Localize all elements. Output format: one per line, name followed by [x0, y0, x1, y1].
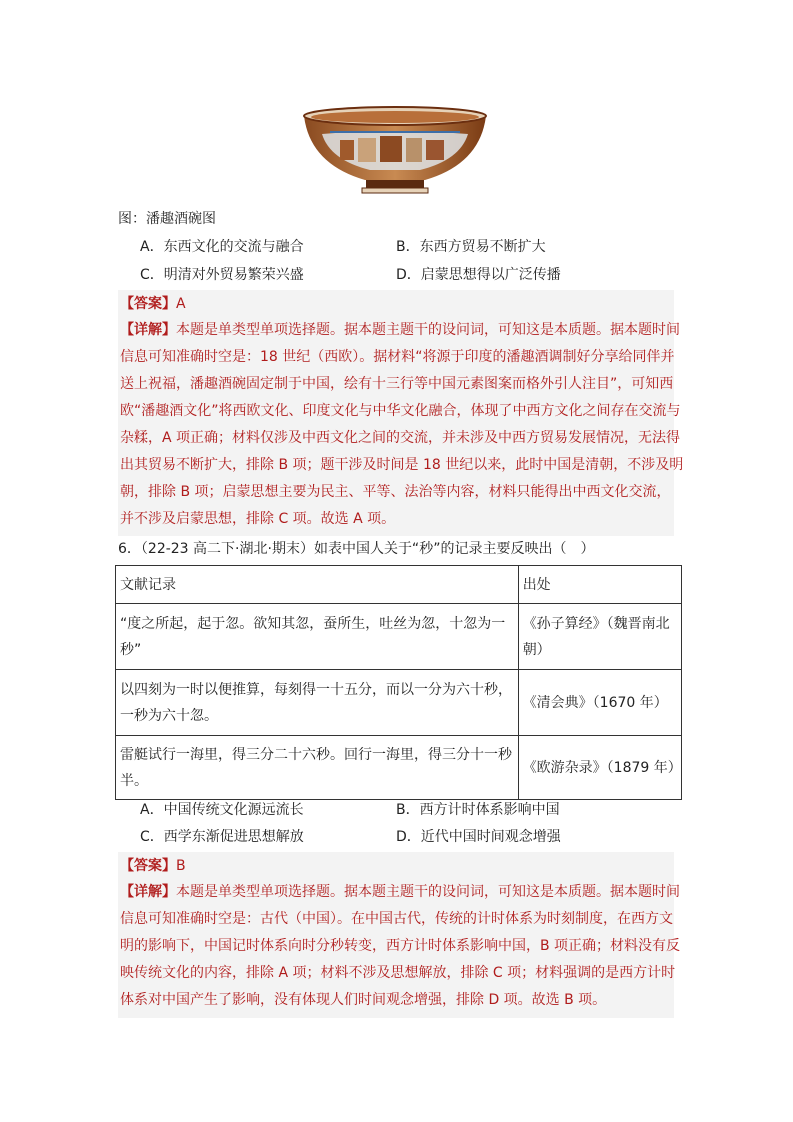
table-row	[116, 736, 682, 800]
q5-detail-line-4: 欧“潘趣酒文化”将西欧文化、印度文化与中华文化融合，体现了中西方文化之间存在交流与	[120, 403, 681, 419]
q6-detail-line-4: 映传统文化的内容，排除 A 项；材料不涉及思想解放，排除 C 项；材料强调的是西方计时	[120, 965, 676, 981]
table-header-row	[116, 566, 682, 604]
q5-detail-line-3: 送上祝福，潘趣酒碗固定制于中国，绘有十三行等中国元素图案而格外引人注目”，可知西	[120, 376, 674, 392]
row2-record: 以四刻为一时以便推算，每刻得一十五分，而以一分为六十秒， 一秒为六十忽。	[116, 670, 519, 736]
punch-bowl-image	[300, 104, 490, 196]
q6-stem: 6．（22-23 高二下·湖北·期末）如表中国人关于“秒”的记录主要反映出（ ）	[118, 541, 595, 557]
q5-answer-label: 【答案】	[120, 296, 176, 312]
q5-answer-value: A	[176, 296, 186, 312]
header-source: 出处	[518, 566, 681, 604]
q5-detail-line-7: 朝，排除 B 项；启蒙思想主要为民主、平等、法治等内容，材料只能得出中西文化交流，	[120, 484, 671, 500]
row3-source: 《欧游杂录》（1879 年）	[518, 736, 681, 800]
q5-detail-label: 【详解】	[120, 322, 176, 338]
q6-option-c: C．西学东渐促进思想解放	[140, 829, 304, 845]
q6-answer-box	[118, 852, 681, 1018]
q6-answer-line	[120, 854, 186, 878]
q6-record-table	[115, 565, 682, 800]
q5-answer-line	[120, 292, 186, 316]
q5-option-b: B．东西方贸易不断扩大	[396, 239, 546, 255]
q6-detail-label: 【详解】	[120, 884, 176, 900]
q5-option-d: D．启蒙思想得以广泛传播	[396, 267, 561, 283]
q6-detail-line-3: 明的影响下，中国记时体系向时分秒转变，西方计时体系影响中国，B 项正确；材料没有反	[120, 938, 681, 954]
row1-record: “度之所起，起于忽。欲知其忽，蚕所生，吐丝为忽，十忽为一秒”	[116, 604, 519, 670]
q5-detail-line-2: 信息可知准确时空是：18 世纪（西欧）。据材料“将源于印度的潘趣酒调制好分享给同伴并	[120, 349, 675, 365]
q5-answer-box	[118, 290, 684, 536]
bowl-illustration	[300, 104, 490, 196]
q6-answer-value: B	[176, 858, 186, 874]
q6-option-d: D．近代中国时间观念增强	[396, 829, 561, 845]
row3-record: 雷艇试行一海里，得三分二十六秒。回行一海里，得三分十一秒 半。	[116, 736, 519, 800]
q5-option-a: A．东西文化的交流与融合	[140, 239, 304, 255]
table-row	[116, 604, 682, 670]
q6-answer-label: 【答案】	[120, 858, 176, 874]
q5-option-c: C．明清对外贸易繁荣兴盛	[140, 267, 304, 283]
q6-detail-line-5: 体系对中国产生了影响，没有体现人们时间观念增强，排除 D 项。故选 B 项。	[120, 992, 607, 1008]
q6-option-b: B．西方计时体系影响中国	[396, 802, 560, 818]
q5-detail-line-1: 【详解】本题是单类型单项选择题。据本题主题干的设问词，可知这是本质题。据本题时间	[120, 322, 680, 338]
q5-detail-line-5: 杂糅，A 项正确；材料仅涉及中西文化之间的交流，并未涉及中西方贸易发展情况，无法得	[120, 430, 681, 446]
row2-source: 《清会典》（1670 年）	[518, 670, 681, 736]
q5-detail-line-6: 出其贸易不断扩大，排除 B 项；题干涉及时间是 18 世纪以来，此时中国是清朝，不涉及明	[120, 457, 684, 473]
q6-detail-line-2: 信息可知准确时空是：古代（中国）。在中国古代，传统的计时体系为时刻制度，在西方文	[120, 911, 673, 927]
header-record: 文献记录	[116, 566, 519, 604]
row1-source: 《孙子算经》（魏晋南北 朝）	[518, 604, 681, 670]
q6-option-a: A．中国传统文化源远流长	[140, 802, 304, 818]
q5-detail-line-8: 并不涉及启蒙思想，排除 C 项。故选 A 项。	[120, 511, 396, 527]
table-row	[116, 670, 682, 736]
q6-detail-line-1: 【详解】本题是单类型单项选择题。据本题主题干的设问词，可知这是本质题。据本题时间	[120, 884, 680, 900]
figure-caption: 图：潘趣酒碗图	[118, 211, 216, 227]
